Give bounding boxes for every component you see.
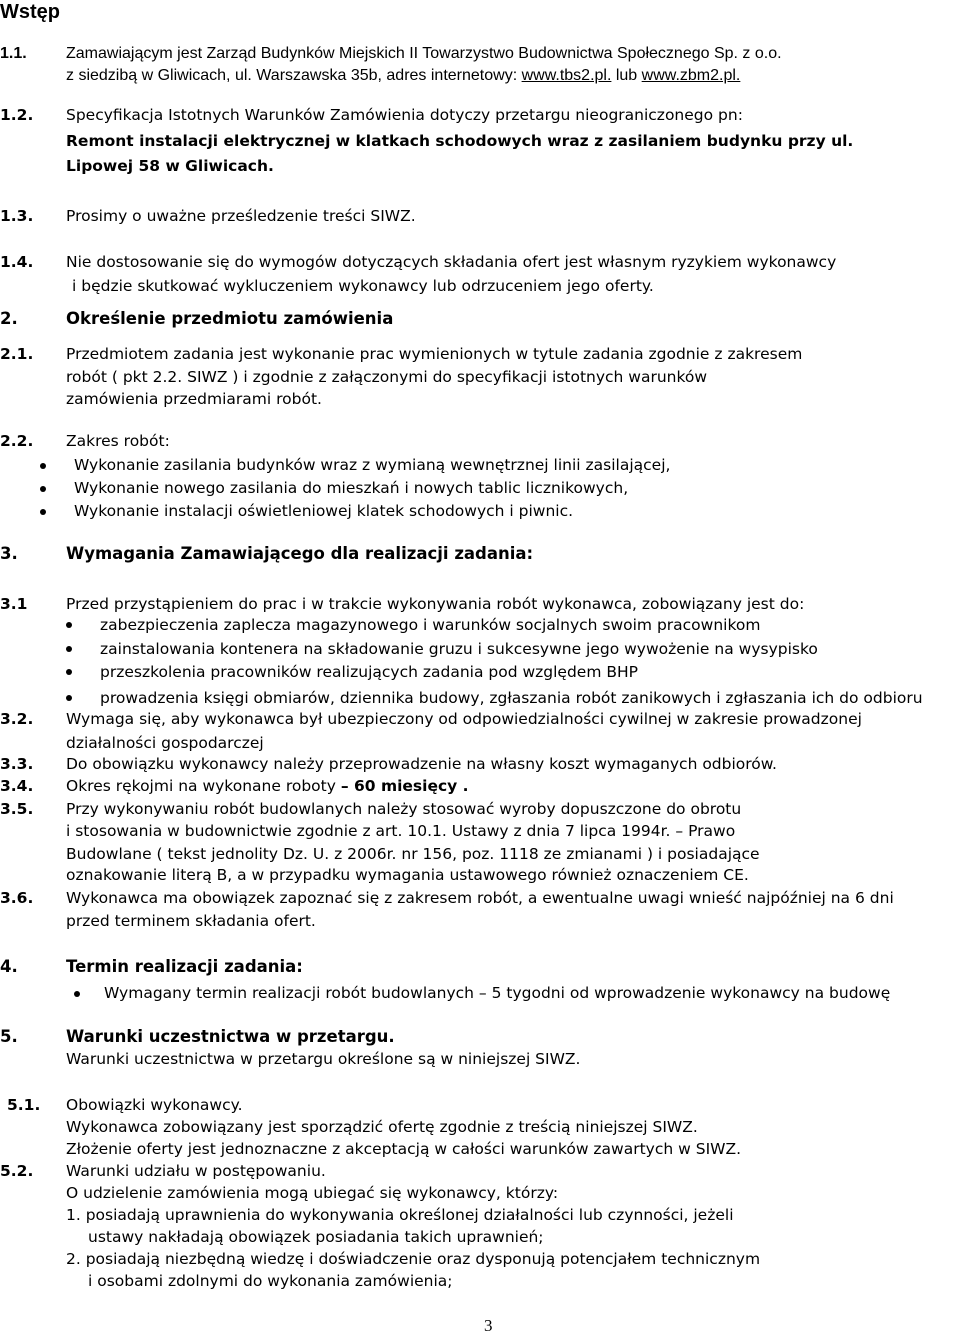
list-item: Wykonanie instalacji oświetleniowej klatek schodowych i piwnic. [74,502,574,520]
website-link[interactable]: www.tbs2.pl. [521,67,612,84]
section-text: O udzielenie zamówienia mogą ubiegać się wykonawcy, którzy: [66,1184,559,1202]
section-number: 2.1. [0,345,34,363]
section-number: 3.4. [0,777,34,795]
section-text: i osobami zdolnymi do wykonania zamówienia; [88,1272,453,1290]
section-number: 3.6. [0,889,34,907]
list-item: Wymagany termin realizacji robót budowlanych – 5 tygodni od wprowadzenie wykonawcy na budowę [104,984,891,1002]
tender-title: Remont instalacji elektrycznej w klatkach schodowych wraz z zasilaniem budynku przy ul. [66,132,854,150]
section-text: ustawy nakładają obowiązek posiadania takich uprawnień; [88,1228,544,1246]
section-number: 2. [0,309,18,328]
section-number: 5.2. [0,1162,34,1180]
section-number: 4. [0,957,18,976]
page-heading: Wstęp [0,1,60,23]
list-item: przeszkolenia pracowników realizujących zadania pod względem BHP [100,663,638,681]
section-text: przed terminem składania ofert. [66,912,316,930]
section-text: działalności gospodarczej [66,734,264,752]
section-text: Zamawiającym jest Zarząd Budynków Miejskich II Towarzystwo Budownictwa Społecznego Sp. z o.o. [66,45,782,62]
warranty-period: – 60 miesięcy . [340,777,469,795]
section-text: Wykonawca ma obowiązek zapoznać się z zakresem robót, a ewentualne uwagi wnieść najpóźniej na 6 dni [66,889,894,907]
section-number: 3.5. [0,800,34,818]
bullet [40,463,46,469]
tender-title: Lipowej 58 w Gliwicach. [66,157,274,175]
page-number: 3 [484,1316,493,1335]
bullet [66,695,72,701]
bullet [40,486,46,492]
section-text: Przy wykonywaniu robót budowlanych należy stosować wyroby dopuszczone do obrotu [66,800,742,818]
section-text: Złożenie oferty jest jednoznaczne z akceptacją w całości warunków zawartych w SIWZ. [66,1140,742,1158]
list-item: Wykonanie nowego zasilania do mieszkań i nowych tablic licznikowych, [74,479,629,497]
section-number: 3. [0,544,18,563]
section-number: 2.2. [0,432,34,450]
bullet [40,509,46,515]
section-number: 3.1 [0,595,28,613]
section-text: Przed przystąpieniem do prac i w trakcie wykonywania robót wykonawca, zobowiązany jest do: [66,595,805,613]
section-text: z siedzibą w Gliwicach, ul. Warszawska 35b, adres internetowy: www.tbs2.pl. lub www.zbm2.pl. [66,67,741,84]
section-text: Wymaga się, aby wykonawca był ubezpieczony od odpowiedzialności cywilnej w zakresie prowadzonej [66,710,862,728]
list-item: Wykonanie zasilania budynków wraz z wymianą wewnętrznej linii zasilającej, [74,456,671,474]
section-text: Budowlane ( tekst jednolity Dz. U. z 2006r. nr 156, poz. 1118 ze zmianami ) i posiadające [66,845,760,863]
section-number: 1.3. [0,207,34,225]
section-text: 1. posiadają uprawnienia do wykonywania określonej działalności lub czynności, jeżeli [66,1206,734,1224]
section-text: Wykonawca zobowiązany jest sporządzić ofertę zgodnie z treścią niniejszej SIWZ. [66,1118,698,1136]
section-text: Warunki udziału w postępowaniu. [66,1162,326,1180]
section-heading: Wymagania Zamawiającego dla realizacji zadania: [66,544,534,563]
section-text: Przedmiotem zadania jest wykonanie prac wymienionych w tytule zadania zgodnie z zakresem [66,345,803,363]
bullet [66,669,72,675]
section-text: zamówienia przedmiarami robót. [66,390,322,408]
section-text: Okres rękojmi na wykonane roboty – 60 miesięcy . [66,777,469,795]
section-number: 3.2. [0,710,34,728]
section-text: robót ( pkt 2.2. SIWZ ) i zgodnie z załączonymi do specyfikacji istotnych warunków [66,368,708,386]
section-heading: Termin realizacji zadania: [66,957,303,976]
section-number: 1.1. [0,45,27,62]
section-text: Do obowiązku wykonawcy należy przeprowadzenie na własny koszt wymaganych odbiorów. [66,755,777,773]
list-item: zainstalowania kontenera na składowanie gruzu i sukcesywne jego wywożenie na wysypisko [100,640,818,658]
section-number: 5.1. [7,1096,41,1114]
list-item: zabezpieczenia zaplecza magazynowego i warunków socjalnych swoim pracownikom [100,616,761,634]
section-number: 5. [0,1027,18,1046]
section-text: Specyfikacja Istotnych Warunków Zamówienia dotyczy przetargu nieograniczonego pn: [66,106,743,124]
section-text: 2. posiadają niezbędną wiedzę i doświadczenie oraz dysponują potencjałem technicznym [66,1250,761,1268]
list-item: prowadzenia księgi obmiarów, dziennika budowy, zgłaszania robót zanikowych i zgłaszania ich do odbioru [100,689,923,707]
website-link[interactable]: www.zbm2.pl. [641,67,741,84]
section-text: oznakowanie literą B, a w przypadku wymagania ustawowego również oznaczeniem CE. [66,866,749,884]
section-number: 1.2. [0,106,34,124]
section-text: Zakres robót: [66,432,170,450]
bullet [66,622,72,628]
section-heading: Określenie przedmiotu zamówienia [66,309,394,328]
section-text: Obowiązki wykonawcy. [66,1096,243,1114]
section-text: i będzie skutkować wykluczeniem wykonawcy lub odrzuceniem jego oferty. [72,277,654,295]
section-number: 3.3. [0,755,34,773]
section-heading: Warunki uczestnictwa w przetargu. [66,1027,395,1046]
section-text: Prosimy o uważne prześledzenie treści SIWZ. [66,207,416,225]
bullet [74,991,80,997]
bullet [66,646,72,652]
section-text: i stosowania w budownictwie zgodnie z art. 10.1. Ustawy z dnia 7 lipca 1994r. – Prawo [66,822,736,840]
section-number: 1.4. [0,253,34,271]
section-text: Warunki uczestnictwa w przetargu określone są w niniejszej SIWZ. [66,1050,581,1068]
section-text: Nie dostosowanie się do wymogów dotyczących składania ofert jest własnym ryzykiem wykonawcy [66,253,837,271]
